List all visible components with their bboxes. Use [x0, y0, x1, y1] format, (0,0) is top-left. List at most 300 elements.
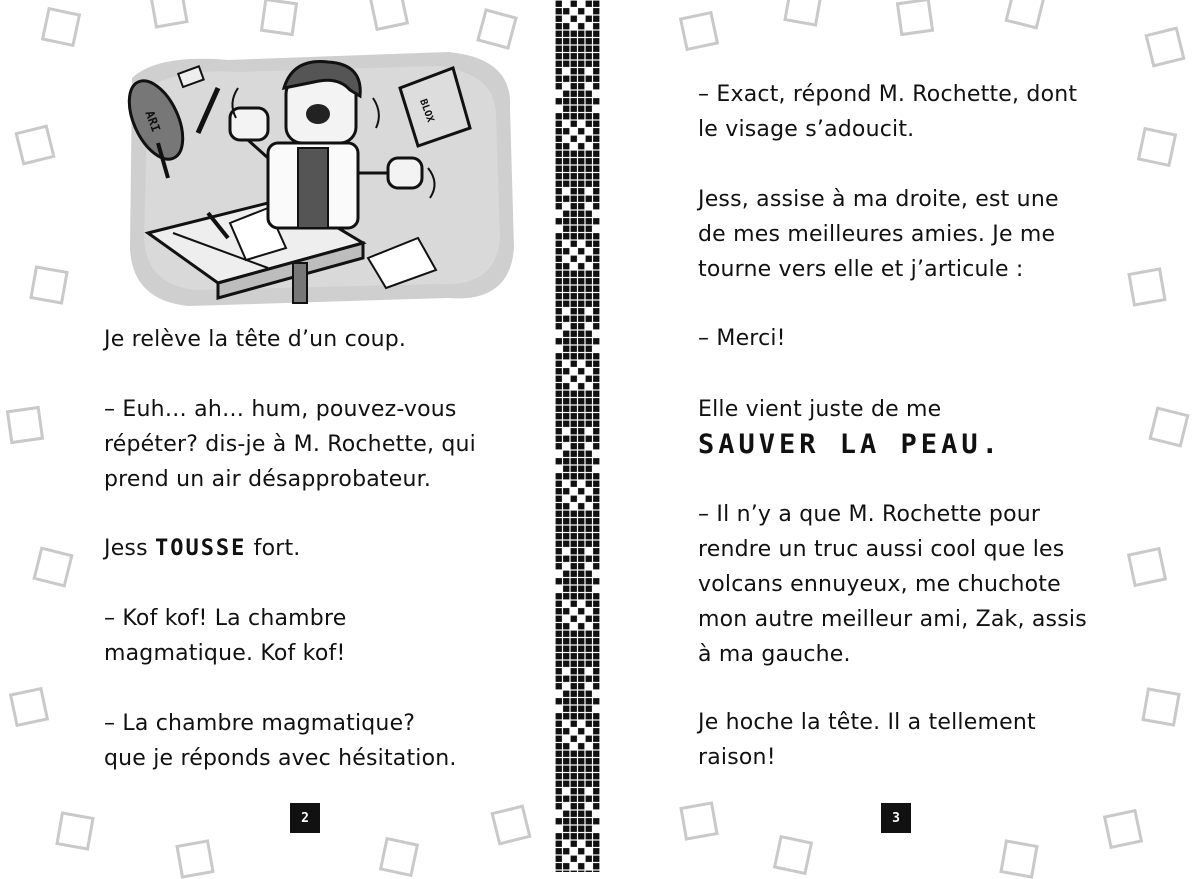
- text-line: – Kof kof! La chambre: [104, 606, 347, 631]
- spine-pixel: [586, 826, 592, 832]
- spine-pixel: [593, 653, 599, 659]
- spine-pixel: [556, 631, 562, 637]
- spine-pixel: [556, 676, 562, 682]
- spine-pixel: [578, 473, 584, 479]
- spine-pixel: [571, 781, 577, 787]
- spine-pixel: [578, 346, 584, 352]
- spine-pixel: [586, 301, 592, 307]
- spine-pixel: [563, 706, 569, 712]
- spine-pixel: [556, 113, 562, 119]
- spine-pixel: [556, 481, 562, 487]
- spine-pixel: [593, 856, 599, 862]
- spine-pixel: [556, 496, 562, 502]
- spine-pixel: [563, 526, 569, 532]
- spine-pixel: [571, 736, 577, 742]
- spine-pixel: [563, 196, 569, 202]
- spine-pixel: [593, 23, 599, 29]
- spine-pixel: [571, 76, 577, 82]
- spine-pixel: [563, 436, 569, 442]
- spine-pixel-pattern: [555, 0, 600, 872]
- spine-pixel: [571, 481, 577, 487]
- spine-pixel: [578, 8, 584, 14]
- spine-pixel: [571, 158, 577, 164]
- decorative-square: [9, 687, 49, 727]
- spine-pixel: [593, 83, 599, 89]
- spine-pixel: [571, 773, 577, 779]
- spine-pixel: [556, 698, 562, 704]
- spine-pixel: [578, 166, 584, 172]
- spine-pixel: [593, 263, 599, 269]
- spine-pixel: [593, 766, 599, 772]
- decorative-square: [1148, 406, 1189, 447]
- spine-pixel: [563, 406, 569, 412]
- right-paragraph-2: [698, 182, 1059, 287]
- spine-pixel: [563, 278, 569, 284]
- spine-pixel: [593, 301, 599, 307]
- spine-pixel: [556, 436, 562, 442]
- spine-pixel: [578, 728, 584, 734]
- spine-pixel: [593, 61, 599, 67]
- spine-pixel: [571, 721, 577, 727]
- spine-pixel: [556, 248, 562, 254]
- spine-pixel: [556, 758, 562, 764]
- spine-pixel: [578, 833, 584, 839]
- spine-pixel: [586, 811, 592, 817]
- spine-pixel: [578, 503, 584, 509]
- decorative-square: [29, 265, 68, 304]
- spine-pixel: [563, 646, 569, 652]
- text-line: Je hoche la tête. Il a tellement: [698, 710, 1036, 735]
- text-line: – Il n’y a que M. Rochette pour: [698, 502, 1041, 527]
- spine-pixel: [586, 646, 592, 652]
- decorative-square: [1127, 547, 1167, 587]
- spine-pixel: [571, 233, 577, 239]
- spine-pixel: [578, 706, 584, 712]
- spine-pixel: [578, 661, 584, 667]
- decorative-square: [1144, 26, 1185, 67]
- spine-pixel: [563, 728, 569, 734]
- spine-pixel: [578, 683, 584, 689]
- spine-pixel: [556, 241, 562, 247]
- spine-pixel: [556, 361, 562, 367]
- spine-pixel: [593, 308, 599, 314]
- text-line: Je relève la tête d’un coup.: [104, 327, 407, 352]
- spine-pixel: [571, 586, 577, 592]
- spine-pixel: [556, 713, 562, 719]
- spine-pixel: [578, 338, 584, 344]
- spine-pixel: [571, 271, 577, 277]
- spine-pixel: [563, 466, 569, 472]
- spine-pixel: [556, 181, 562, 187]
- spine-pixel: [571, 473, 577, 479]
- spine-pixel: [571, 578, 577, 584]
- spine-pixel: [563, 751, 569, 757]
- spine-pixel: [563, 661, 569, 667]
- spine-pixel: [593, 143, 599, 149]
- spine-pixel: [556, 353, 562, 359]
- spine-pixel: [593, 31, 599, 37]
- spine-pixel: [571, 211, 577, 217]
- spine-pixel: [586, 593, 592, 599]
- spine-pixel: [571, 1, 577, 7]
- spine-pixel: [586, 286, 592, 292]
- spine-pixel: [563, 233, 569, 239]
- spine-pixel: [578, 631, 584, 637]
- decorative-square: [260, 0, 298, 36]
- spine-pixel: [563, 638, 569, 644]
- spine-pixel: [586, 818, 592, 824]
- spine-pixel: [571, 661, 577, 667]
- spine-pixel: [578, 143, 584, 149]
- spine-pixel: [593, 338, 599, 344]
- spine-pixel: [563, 458, 569, 464]
- spine-pixel: [556, 53, 562, 59]
- spine-pixel: [593, 758, 599, 764]
- spine-pixel: [556, 848, 562, 854]
- spine-pixel: [593, 788, 599, 794]
- spine-pixel: [556, 856, 562, 862]
- spine-pixel: [563, 826, 569, 832]
- spine-pixel: [586, 481, 592, 487]
- spine-pixel: [571, 541, 577, 547]
- spine-pixel: [578, 413, 584, 419]
- spine-pixel: [578, 646, 584, 652]
- spine-pixel: [586, 638, 592, 644]
- spine-pixel: [563, 766, 569, 772]
- spine-pixel: [586, 346, 592, 352]
- spine-pixel: [556, 413, 562, 419]
- spine-pixel: [586, 736, 592, 742]
- spine-pixel: [556, 256, 562, 262]
- spine-pixel: [593, 391, 599, 397]
- spine-pixel: [571, 676, 577, 682]
- spine-pixel: [586, 518, 592, 524]
- spine-pixel: [556, 278, 562, 284]
- spine-pixel: [571, 106, 577, 112]
- spine-pixel: [556, 781, 562, 787]
- spine-pixel: [593, 256, 599, 262]
- spine-pixel: [556, 38, 562, 44]
- spine-pixel: [556, 503, 562, 509]
- spine-pixel: [593, 248, 599, 254]
- spine-pixel: [556, 541, 562, 547]
- spine-pixel: [578, 458, 584, 464]
- spine-pixel: [571, 181, 577, 187]
- spine-pixel: [578, 286, 584, 292]
- spine-pixel: [556, 751, 562, 757]
- spine-pixel: [563, 758, 569, 764]
- spine-pixel: [571, 766, 577, 772]
- spine-pixel: [593, 436, 599, 442]
- spine-pixel: [578, 271, 584, 277]
- spine-pixel: [593, 128, 599, 134]
- spine-pixel: [571, 458, 577, 464]
- spine-pixel: [593, 398, 599, 404]
- spine-pixel: [563, 398, 569, 404]
- spine-pixel: [586, 751, 592, 757]
- spine-pixel: [586, 121, 592, 127]
- spine-pixel: [571, 826, 577, 832]
- spine-pixel: [578, 781, 584, 787]
- spine-pixel: [593, 818, 599, 824]
- spine-pixel: [586, 293, 592, 299]
- spine-pixel: [578, 61, 584, 67]
- shocked-student-illustration-icon: [118, 48, 518, 310]
- spine-pixel: [563, 571, 569, 577]
- spine-pixel: [578, 83, 584, 89]
- spine-pixel: [593, 421, 599, 427]
- text-line: – Exact, répond M. Rochette, dont: [698, 82, 1078, 107]
- spine-pixel: [563, 143, 569, 149]
- spine-pixel: [586, 391, 592, 397]
- spine-pixel: [563, 608, 569, 614]
- spine-pixel: [578, 743, 584, 749]
- spine-pixel: [563, 23, 569, 29]
- spine-pixel: [556, 398, 562, 404]
- spine-pixel: [593, 556, 599, 562]
- spine-pixel: [586, 31, 592, 37]
- spine-pixel: [578, 383, 584, 389]
- spine-pixel: [578, 556, 584, 562]
- spine-pixel: [593, 158, 599, 164]
- spine-pixel: [571, 61, 577, 67]
- spine-pixel: [578, 563, 584, 569]
- spine-pixel: [586, 38, 592, 44]
- spine-pixel: [578, 76, 584, 82]
- pencil-case-label: ARI: [142, 108, 164, 134]
- spine-pixel: [578, 406, 584, 412]
- spine-pixel: [571, 413, 577, 419]
- spine-pixel: [571, 856, 577, 862]
- spine-pixel: [563, 676, 569, 682]
- spine-pixel: [556, 166, 562, 172]
- spine-pixel: [571, 601, 577, 607]
- spine-pixel: [586, 173, 592, 179]
- spine-pixel: [578, 38, 584, 44]
- spine-pixel: [578, 391, 584, 397]
- spine-pixel: [556, 406, 562, 412]
- spine-pixel: [586, 91, 592, 97]
- spine-pixel: [578, 181, 584, 187]
- spine-pixel: [571, 151, 577, 157]
- spine-pixel: [586, 578, 592, 584]
- spine-pixel: [578, 593, 584, 599]
- spine-pixel: [563, 533, 569, 539]
- spine-pixel: [571, 758, 577, 764]
- decorative-square: [379, 837, 419, 877]
- spine-pixel: [578, 428, 584, 434]
- spine-pixel: [563, 128, 569, 134]
- spine-pixel: [586, 271, 592, 277]
- spine-pixel: [586, 466, 592, 472]
- spine-pixel: [593, 511, 599, 517]
- spine-pixel: [578, 548, 584, 554]
- spine-pixel: [586, 616, 592, 622]
- spine-pixel: [563, 691, 569, 697]
- spine-pixel: [586, 653, 592, 659]
- page-number: 3: [881, 803, 911, 833]
- spine-pixel: [586, 526, 592, 532]
- spine-pixel: [593, 833, 599, 839]
- spine-pixel: [571, 323, 577, 329]
- spine-pixel: [556, 608, 562, 614]
- spine-pixel: [586, 571, 592, 577]
- spine-pixel: [571, 691, 577, 697]
- spine-pixel: [571, 556, 577, 562]
- spine-pixel: [578, 211, 584, 217]
- text-line: de mes meilleures amies. Je me: [698, 222, 1056, 247]
- spine-pixel: [593, 458, 599, 464]
- spine-pixel: [593, 293, 599, 299]
- spine-pixel: [571, 53, 577, 59]
- text-run: Jess: [104, 536, 155, 561]
- text-line: – La chambre magmatique?: [104, 711, 416, 736]
- text-line: magmatique. Kof kof!: [104, 641, 346, 666]
- spine-pixel: [563, 488, 569, 494]
- spine-pixel: [586, 136, 592, 142]
- spine-pixel: [563, 698, 569, 704]
- emphasis-phrase: SAUVER LA PEAU.: [698, 429, 1002, 460]
- spine-pixel: [586, 361, 592, 367]
- page-number: 2: [290, 803, 320, 833]
- spine-pixel: [563, 181, 569, 187]
- decorative-square: [41, 7, 81, 47]
- spine-pixel: [571, 218, 577, 224]
- spine-pixel: [586, 166, 592, 172]
- spine-pixel: [578, 653, 584, 659]
- spine-pixel: [556, 833, 562, 839]
- spine-pixel: [586, 398, 592, 404]
- spine-pixel: [556, 98, 562, 104]
- spine-pixel: [586, 46, 592, 52]
- spine-pixel: [586, 376, 592, 382]
- spine-pixel: [593, 376, 599, 382]
- spine-pixel: [578, 766, 584, 772]
- spine-pixel: [593, 848, 599, 854]
- spine-pixel: [578, 466, 584, 472]
- text-line: Jess, assise à ma droite, est une: [698, 187, 1059, 212]
- spine-pixel: [563, 76, 569, 82]
- spine-pixel: [571, 451, 577, 457]
- spine-pixel: [593, 361, 599, 367]
- spine-pixel: [593, 241, 599, 247]
- spine-pixel: [571, 518, 577, 524]
- right-paragraph-1: [698, 77, 1077, 147]
- left-paragraph-1: [104, 322, 406, 357]
- spine-pixel: [563, 98, 569, 104]
- spine-pixel: [593, 16, 599, 22]
- spine-pixel: [593, 368, 599, 374]
- spine-pixel: [593, 166, 599, 172]
- spine-pixel: [593, 353, 599, 359]
- spine-pixel: [556, 578, 562, 584]
- spine-pixel: [593, 188, 599, 194]
- spine-pixel: [571, 338, 577, 344]
- spine-pixel: [571, 241, 577, 247]
- spine-pixel: [571, 203, 577, 209]
- spine-pixel: [593, 383, 599, 389]
- spine-pixel: [571, 811, 577, 817]
- spine-pixel: [571, 698, 577, 704]
- spine-pixel: [563, 511, 569, 517]
- spine-pixel: [593, 781, 599, 787]
- spine-pixel: [563, 368, 569, 374]
- spine-pixel: [563, 743, 569, 749]
- spine-pixel: [571, 196, 577, 202]
- spine-pixel: [593, 121, 599, 127]
- spine-pixel: [593, 578, 599, 584]
- spine-pixel: [571, 256, 577, 262]
- spine-pixel: [593, 773, 599, 779]
- spine-pixel: [578, 758, 584, 764]
- spine-pixel: [571, 361, 577, 367]
- spine-pixel: [563, 106, 569, 112]
- spine-pixel: [571, 113, 577, 119]
- spine-pixel: [556, 391, 562, 397]
- spine-pixel: [556, 316, 562, 322]
- spine-pixel: [571, 631, 577, 637]
- spine-pixel: [563, 811, 569, 817]
- spine-pixel: [578, 698, 584, 704]
- spine-pixel: [578, 293, 584, 299]
- spine-pixel: [578, 818, 584, 824]
- spine-pixel: [563, 818, 569, 824]
- spine-pixel: [586, 841, 592, 847]
- spine-pixel: [563, 518, 569, 524]
- spine-pixel: [556, 121, 562, 127]
- spine-pixel: [586, 713, 592, 719]
- spine-pixel: [586, 256, 592, 262]
- spine-pixel: [586, 158, 592, 164]
- spine-pixel: [571, 98, 577, 104]
- spine-pixel: [556, 683, 562, 689]
- spine-pixel: [556, 338, 562, 344]
- spine-pixel: [571, 548, 577, 554]
- spine-pixel: [563, 586, 569, 592]
- spine-pixel: [556, 301, 562, 307]
- spine-pixel: [586, 758, 592, 764]
- book-label: BLOX: [417, 97, 436, 124]
- spine-pixel: [563, 713, 569, 719]
- spine-pixel: [586, 61, 592, 67]
- decorative-square: [55, 811, 94, 850]
- spine-pixel: [593, 698, 599, 704]
- spine-pixel: [586, 338, 592, 344]
- spine-pixel: [593, 8, 599, 14]
- spine-pixel: [556, 428, 562, 434]
- decorative-square: [490, 804, 531, 845]
- spine-pixel: [571, 376, 577, 382]
- spine-pixel: [556, 668, 562, 674]
- spine-pixel: [556, 196, 562, 202]
- spine-pixel: [571, 121, 577, 127]
- spine-pixel: [556, 143, 562, 149]
- spine-pixel: [563, 331, 569, 337]
- spine-pixel: [586, 511, 592, 517]
- spine-pixel: [586, 706, 592, 712]
- spine-pixel: [556, 376, 562, 382]
- spine-pixel: [593, 428, 599, 434]
- spine-pixel: [571, 841, 577, 847]
- right-paragraph-3: [698, 321, 786, 356]
- spine-pixel: [571, 331, 577, 337]
- spine-pixel: [586, 796, 592, 802]
- spine-pixel: [556, 766, 562, 772]
- spine-pixel: [586, 316, 592, 322]
- spine-pixel: [571, 616, 577, 622]
- spine-pixel: [586, 413, 592, 419]
- spine-pixel: [556, 83, 562, 89]
